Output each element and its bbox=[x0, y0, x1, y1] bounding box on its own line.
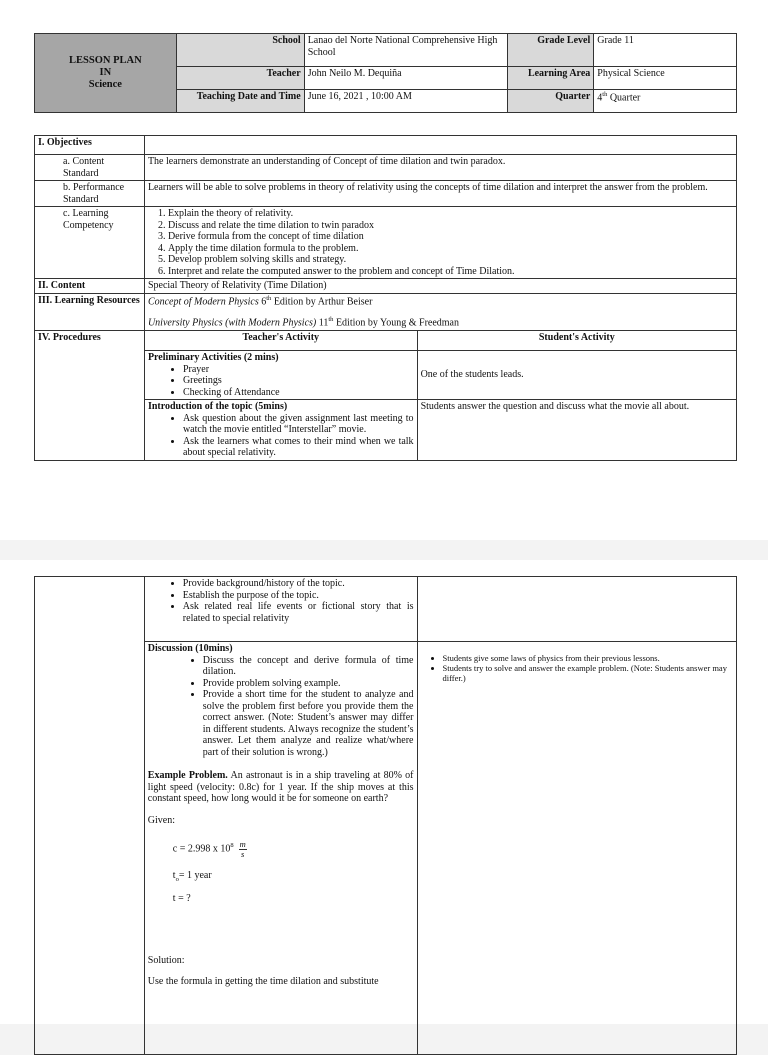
list-item: 5. Develop problem solving skills and strategy. bbox=[168, 254, 733, 266]
list-item: • Students try to solve and answer the example problem. (Note: Students answer may differ.) bbox=[443, 664, 734, 684]
learning-competency-label: c. Learning Competency bbox=[35, 207, 145, 279]
objectives-label: I. Objectives bbox=[35, 136, 145, 155]
learning-competency-list bbox=[144, 207, 736, 279]
student-activity-header: Student's Activity bbox=[417, 331, 736, 351]
learning-resources-label: III. Learning Resources bbox=[35, 293, 145, 331]
given-label: Given: bbox=[147, 814, 176, 826]
solution-label: Solution: bbox=[147, 954, 185, 966]
teacher-label: Teacher bbox=[176, 67, 304, 90]
learning-resources-value: Concept of Modern Physics 6th Edition by Arthur Beiser University Physics (with Modern Physics) 11th Edition by Young & Freedman bbox=[144, 293, 736, 331]
preliminary-activities-title: Preliminary Activities (2 mins) bbox=[147, 352, 279, 364]
list-item: • Provide problem solving example. bbox=[203, 678, 414, 690]
unit-fraction: $\frac{m}{s}$ bbox=[239, 839, 246, 859]
list-item: 3. Derive formula from the concept of time dilation bbox=[168, 231, 733, 243]
list-item: • Greetings bbox=[183, 375, 414, 387]
learning-area-label: Learning Area bbox=[508, 67, 594, 90]
lesson-plan-title: LESSON PLAN IN Science bbox=[35, 34, 177, 113]
given-proper-time: $t_o= 1$ year bbox=[172, 870, 212, 883]
list-item: • Checking of Attendance bbox=[183, 387, 414, 399]
header-table bbox=[34, 33, 737, 113]
page-2 bbox=[0, 560, 768, 1024]
performance-standard-label: b. Performance Standard bbox=[35, 181, 145, 207]
list-item: • Ask related real life events or fictional story that is related to special relativity bbox=[183, 601, 414, 624]
introduction-title: Introduction of the topic (5mins) bbox=[147, 401, 288, 413]
list-item: • Ask the learners what comes to their mind when we talk about special relativity. bbox=[183, 436, 414, 459]
discussion-cell bbox=[144, 642, 417, 1055]
solution-text: Use the formula in getting the time dilation and substitute bbox=[147, 976, 379, 988]
list-item: • Establish the purpose of the topic. bbox=[183, 590, 414, 602]
learning-area-value: Physical Science bbox=[594, 67, 737, 90]
preliminary-activities-cell bbox=[144, 351, 417, 400]
quarter-value: 4th Quarter bbox=[594, 90, 737, 113]
teaching-date-label: Teaching Date and Time bbox=[176, 90, 304, 113]
teacher-value: John Neilo M. Dequiña bbox=[304, 67, 508, 90]
list-item: • Students give some laws of physics from their previous lessons. bbox=[443, 654, 734, 664]
list-item: 4. Apply the time dilation formula to the problem. bbox=[168, 243, 733, 255]
main-table bbox=[34, 135, 737, 461]
given-speed-of-light: c = 2.998 x $10^8$ $\frac{m}{s}$ bbox=[172, 839, 246, 859]
performance-standard-value: Learners will be able to solve problems in theory of relativity using the concepts of time dilation and interpret the answer from the problem. bbox=[144, 181, 736, 207]
quarter-label: Quarter bbox=[508, 90, 594, 113]
list-item: • Discuss the concept and derive formula of time dilation. bbox=[203, 655, 414, 678]
list-item: • Provide background/history of the topic. bbox=[183, 578, 414, 590]
content-value: Special Theory of Relativity (Time Dilation) bbox=[144, 279, 736, 294]
teacher-activity-header: Teacher's Activity bbox=[144, 331, 417, 351]
discussion-student-activity bbox=[417, 642, 737, 1055]
introduction-cell bbox=[144, 400, 417, 461]
preliminary-student-activity: One of the students leads. bbox=[417, 351, 736, 400]
example-problem: Example Problem. An astronaut is in a ship traveling at 80% of light speed (velocity: 0.8c) for 1 year. If the ship moves at this constant speed, how long would it be for someone on earth? bbox=[147, 770, 414, 804]
list-item: • Prayer bbox=[183, 364, 414, 376]
content-standard-value: The learners demonstrate an understanding of Concept of time dilation and twin paradox. bbox=[144, 155, 736, 181]
grade-level-label: Grade Level bbox=[508, 34, 594, 67]
list-item: 6. Interpret and relate the computed answer to the problem and concept of Time Dilation. bbox=[168, 266, 733, 278]
grade-level-value: Grade 11 bbox=[594, 34, 737, 67]
list-item: • Ask question about the given assignment last meeting to watch the movie entitled “Interstellar” movie. bbox=[183, 413, 414, 436]
teaching-date-value: June 16, 2021 , 10:00 AM bbox=[304, 90, 508, 113]
school-label: School bbox=[176, 34, 304, 67]
school-value: Lanao del Norte National Comprehensive High School bbox=[304, 34, 508, 67]
content-standard-label: a. Content Standard bbox=[35, 155, 145, 181]
discussion-title: Discussion (10mins) bbox=[147, 643, 233, 654]
introduction-continued-cell bbox=[144, 577, 417, 642]
list-item: • Provide a short time for the student to analyze and solve the problem first before you provide them the correct answer. (Note: Student’s answer may differ in different students. Always recognize the student’s answer. Let them analyze and realize what/where part of their solution is wrong.) bbox=[203, 689, 414, 758]
list-item: 1. Explain the theory of relativity. bbox=[168, 208, 733, 220]
procedures-continued-table bbox=[34, 576, 737, 1055]
procedures-label: IV. Procedures bbox=[35, 331, 145, 461]
introduction-student-activity: Students answer the question and discuss what the movie all about. bbox=[417, 400, 736, 461]
given-dilated-time: t = ? bbox=[172, 893, 191, 905]
list-item: 2. Discuss and relate the time dilation to twin paradox bbox=[168, 220, 733, 232]
content-label: II. Content bbox=[35, 279, 145, 294]
